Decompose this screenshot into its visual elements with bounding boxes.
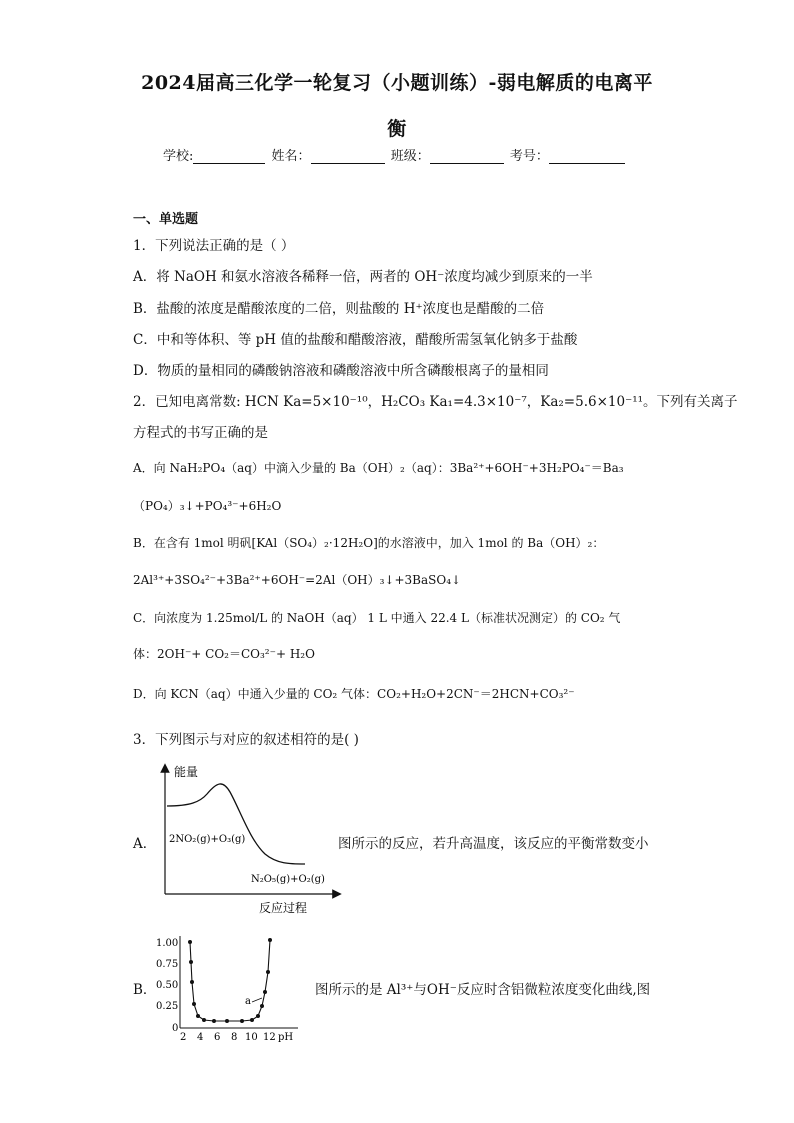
- class-field[interactable]: [430, 149, 504, 164]
- data-point: [202, 1018, 206, 1022]
- al-species-chart: [152, 932, 302, 1044]
- q3-option-b-label: B．: [133, 982, 157, 998]
- data-point: [190, 980, 194, 984]
- xtick-2: 2: [180, 1032, 187, 1043]
- ytick-0: 0: [172, 1023, 179, 1034]
- page-title: 2024届高三化学一轮复习（小题训练）-弱电解质的电离平: [141, 72, 653, 94]
- reactants-label: 2NO₂(g)+O₃(g): [169, 834, 246, 845]
- ytick-1: 1.00: [156, 938, 179, 949]
- energy-curve: [167, 784, 305, 864]
- data-point: [250, 1018, 254, 1022]
- products-label: N₂O₅(g)+O₂(g): [251, 874, 325, 885]
- q1-option-d: D．物质的量相同的磷酸钠溶液和磷酸溶液中所含磷酸根离子的量相同: [133, 363, 549, 379]
- name-label: 姓名：: [271, 149, 311, 164]
- school-field[interactable]: [193, 149, 265, 164]
- ytick-025: 0.25: [156, 1001, 179, 1012]
- energy-diagram: [155, 762, 345, 917]
- section-heading: 一、单选题: [133, 212, 199, 227]
- q3-stem: 3．下列图示与对应的叙述相符的是( ): [133, 732, 359, 748]
- data-point: [189, 960, 193, 964]
- student-info-row: [163, 145, 627, 164]
- number-field[interactable]: [549, 149, 625, 164]
- ytick-075: 0.75: [156, 959, 179, 970]
- xtick-10: 10: [245, 1032, 258, 1043]
- x-axis-label: 反应过程: [259, 901, 308, 915]
- data-point: [240, 1019, 244, 1023]
- xtick-4: 4: [197, 1032, 204, 1043]
- page-title-cont: 衡: [387, 118, 407, 140]
- q2-stem-cont: 方程式的书写正确的是: [133, 425, 268, 441]
- q2-option-a: A．向 NaH₂PO₄（aq）中滴入少量的 Ba（OH）₂（aq）：3Ba²⁺+6OH⁻+3H₂PO₄⁻＝Ba₃: [133, 461, 624, 475]
- data-point: [192, 1002, 196, 1006]
- data-point: [196, 1014, 200, 1018]
- curve-label-pointer: [252, 998, 262, 1002]
- data-point: [268, 938, 272, 942]
- x-axis-unit: pH: [278, 1032, 294, 1043]
- data-point: [225, 1019, 229, 1023]
- q1-option-c: C．中和等体积、等 pH 值的盐酸和醋酸溶液，醋酸所需氢氧化钠多于盐酸: [133, 332, 578, 348]
- number-label: 考号：: [509, 149, 549, 164]
- q1-option-a: A．将 NaOH 和氨水溶液各稀释一倍，两者的 OH⁻浓度均减少到原来的一半: [133, 269, 593, 285]
- q3-option-a-text: 图所示的反应，若升高温度，该反应的平衡常数变小: [338, 836, 649, 852]
- data-point: [212, 1019, 216, 1023]
- q2-option-b: B．在含有 1mol 明矾[KAl（SO₄）₂·12H₂O]的水溶液中，加入 1mol 的 Ba（OH）₂：: [133, 536, 605, 550]
- xtick-6: 6: [214, 1032, 221, 1043]
- data-point: [263, 990, 267, 994]
- q3-option-b-text: 图所示的是 Al³⁺与OH⁻反应时含铝微粒浓度变化曲线,图: [315, 982, 651, 998]
- data-point: [256, 1014, 260, 1018]
- xtick-8: 8: [231, 1032, 238, 1043]
- q2-option-c-cont: 体：2OH⁻+ CO₂＝CO₃²⁻+ H₂O: [133, 647, 315, 661]
- q2-stem: 2．已知电离常数: HCN Ka=5×10⁻¹⁰，H₂CO₃ Ka₁=4.3×10⁻⁷，Ka₂=5.6×10⁻¹¹。下列有关离子: [133, 394, 738, 410]
- q3-option-a-label: A．: [133, 836, 157, 852]
- name-field[interactable]: [311, 149, 385, 164]
- ytick-05: 0.50: [156, 980, 179, 991]
- q2-option-d: D．向 KCN（aq）中通入少量的 CO₂ 气体：CO₂+H₂O+2CN⁻＝2HCN+CO₃²⁻: [133, 687, 575, 701]
- q2-option-b-cont: 2Al³⁺+3SO₄²⁻+3Ba²⁺+6OH⁻=2Al（OH）₃↓+3BaSO₄↓: [133, 573, 462, 587]
- q2-option-a-cont: （PO₄）₃↓+PO₄³⁻+6H₂O: [133, 499, 282, 513]
- q1-option-b: B．盐酸的浓度是醋酸浓度的二倍，则盐酸的 H⁺浓度也是醋酸的二倍: [133, 301, 545, 317]
- class-label: 班级：: [390, 149, 430, 164]
- xtick-12: 12: [263, 1032, 276, 1043]
- y-axis-label: 能量: [174, 765, 199, 779]
- data-point: [266, 970, 270, 974]
- q2-option-c: C．向浓度为 1.25mol/L 的 NaOH（aq） 1 L 中通入 22.4 L（标准状况测定）的 CO₂ 气: [133, 611, 621, 625]
- concentration-curve: [190, 940, 270, 1021]
- q1-stem: 1．下列说法正确的是（ ）: [133, 238, 295, 254]
- data-point: [188, 940, 192, 944]
- school-label: 学校:: [163, 149, 194, 164]
- curve-label-a: a: [245, 996, 251, 1007]
- data-point: [260, 1004, 264, 1008]
